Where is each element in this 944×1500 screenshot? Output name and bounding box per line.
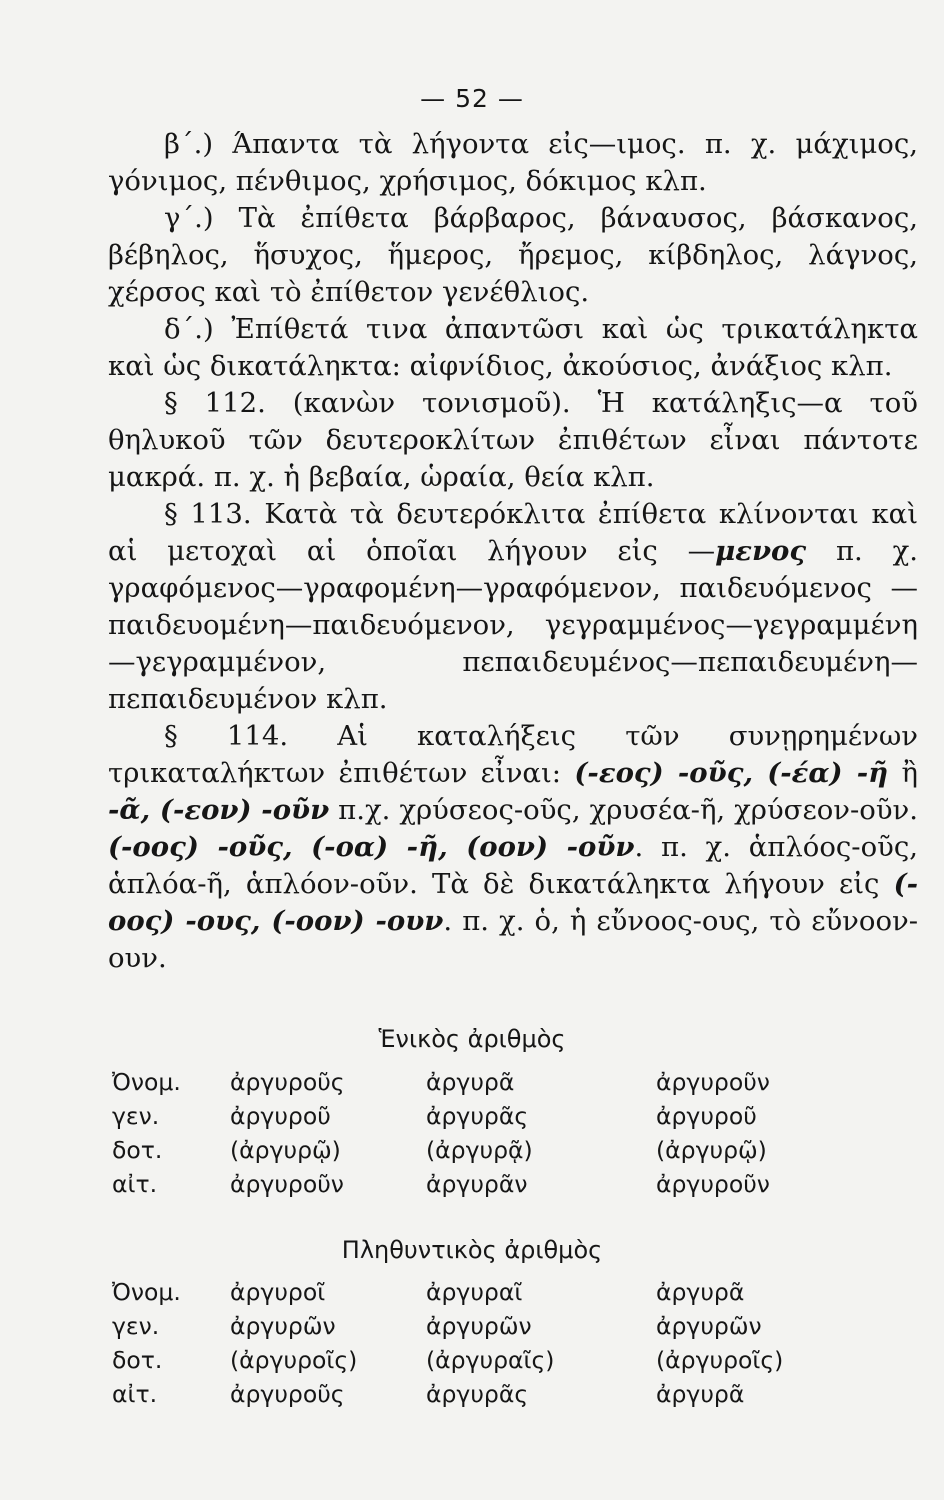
case-label: γεν. [112, 1102, 160, 1130]
case-label: γεν. [112, 1312, 160, 1340]
table-row [112, 1170, 816, 1204]
table-cell: ἀργυρῶν [656, 1312, 762, 1340]
inflection-ending: (-οος) -οῦς, (-οα) -ῆ, (οον) -οῦν [108, 831, 635, 863]
singular-declension-table [112, 1068, 816, 1204]
table-cell: ἀργυρᾶ [656, 1380, 745, 1408]
page-number: — 52 — [420, 84, 524, 113]
table-cell: ἀργυροῦς [230, 1380, 345, 1408]
case-label: αἰτ. [112, 1380, 158, 1408]
body-text [108, 126, 918, 977]
case-label: Ὀνομ. [112, 1278, 181, 1306]
table-row [112, 1278, 816, 1312]
table-row [112, 1136, 816, 1170]
paragraph-text: § 112. (κανὼν τονισμοῦ). Ἡ κατάληξις—α τοῦ θηλυκοῦ τῶν δευτεροκλίτων ἐπιθέτων εἶναι πάντοτε μακρά. π. χ. ἡ βεβαία, ὡραία, θεία κλπ. [108, 387, 918, 493]
plural-declension-table [112, 1278, 816, 1414]
table-cell: ἀργυροῖ [230, 1278, 326, 1306]
plural-heading: Πληθυντικὸς ἀριθμὸς [341, 1236, 603, 1264]
case-label: δοτ. [112, 1136, 163, 1164]
paragraph-text: § 114. Αἱ καταλήξεις τῶν συνῃρημένων τρικαταλήκτων ἐπιθέτων εἶναι: [108, 720, 918, 789]
paragraph-text: δ΄.) Ἐπίθετά τινα ἀπαντῶσι καὶ ὡς τρικατάληκτα καὶ ὡς δικατάληκτα: αἰφνίδιος, ἀκούσιος, ἀνάξιος κλπ. [108, 313, 918, 382]
inflection-ending: (-εος) -οῦς, (-έα) -ῆ [574, 757, 889, 789]
table-cell: ἀργυρᾶς [426, 1102, 529, 1130]
paragraph-beta [108, 126, 918, 200]
table-cell: ἀργυροῦν [656, 1068, 770, 1096]
table-cell: (ἀργυρῷ) [656, 1136, 767, 1164]
table-cell: ἀργυραῖ [426, 1278, 523, 1306]
table-cell: ἀργυρᾶν [426, 1170, 528, 1198]
singular-heading: Ἑνικὸς ἀριθμὸς [378, 1025, 566, 1053]
table-cell: ἀργυρᾶς [426, 1380, 529, 1408]
table-cell: ἀργυροῦς [230, 1068, 345, 1096]
paragraph-text: § 113. Κατὰ τὰ δευτερόκλιτα ἐπίθετα κλίνονται καὶ αἱ μετοχαὶ αἱ ὁποῖαι λήγουν εἰς — [108, 498, 918, 567]
table-cell: ἀργυρῶν [426, 1312, 532, 1340]
table-cell: ἀργυρῶν [230, 1312, 336, 1340]
table-row [112, 1380, 816, 1414]
paragraph-text: γ΄.) Τὰ ἐπίθετα βάρβαρος, βάναυσος, βάσκανος, βέβηλος, ἥσυχος, ἥμερος, ἤρεμος, κίβδηλος, λάγνος, χέρσος καὶ τὸ ἐπίθετον γενέθλιος. [108, 202, 918, 308]
table-cell: ἀργυρᾶ [426, 1068, 515, 1096]
table-row [112, 1312, 816, 1346]
table-cell: ἀργυροῦ [656, 1102, 757, 1130]
table-cell: (ἀργυρᾷ) [426, 1136, 533, 1164]
table-row [112, 1068, 816, 1102]
inflection-ending: -ᾶ, (-εον) -οῦν [108, 794, 330, 826]
table-cell: ἀργυροῦν [230, 1170, 344, 1198]
paragraph-s113 [108, 496, 918, 718]
table-row [112, 1346, 816, 1380]
paragraph-text: π.χ. χρύσεος-οῦς, χρυσέα-ῆ, χρύσεον-οῦν. [329, 794, 918, 826]
case-label: δοτ. [112, 1346, 163, 1374]
table-cell: (ἀργυρῷ) [230, 1136, 341, 1164]
paragraph-text: β΄.) Άπαντα τὰ λήγοντα εἰς—ιμος. π. χ. μάχιμος, γόνιμος, πένθιμος, χρήσιμος, δόκιμος κλπ. [108, 128, 918, 197]
paragraph-text: ἢ [888, 757, 919, 789]
inflection-ending: μενος [715, 535, 807, 567]
paragraph-gamma [108, 200, 918, 311]
paragraph-text: . π. χ. ἁπλόος-οῦς, ἁπλόα-ῆ, ἁπλόον-οῦν. Τὰ δὲ δικατάληκτα λήγουν εἰς [108, 831, 918, 900]
table-cell: (ἀργυροῖς) [230, 1346, 358, 1374]
paragraph-text: π. χ. γραφόμενος—γραφομένη—γραφόμενον, παιδευόμενος — παιδευομένη—παιδευόμενον, γεγραμμένος—γεγραμμένη—γεγραμμένον, πεπαιδευμένος—πεπαιδευμένη—πεπαιδευμένον κλπ. [108, 535, 918, 715]
table-row [112, 1102, 816, 1136]
table-cell: (ἀργυροῖς) [656, 1346, 784, 1374]
paragraph-delta [108, 311, 918, 385]
paragraph-text: . π. χ. ὁ, ἡ εὔνοος-ους, τὸ εὔνοον-ουν. [108, 905, 919, 974]
paragraph-s112 [108, 385, 918, 496]
table-cell: ἀργυροῦ [230, 1102, 331, 1130]
case-label: αἰτ. [112, 1170, 158, 1198]
paragraph-s114 [108, 718, 918, 977]
case-label: Ὀνομ. [112, 1068, 181, 1096]
table-cell: (ἀργυραῖς) [426, 1346, 555, 1374]
inflection-ending: (-οος) -ους, (-οον) -ουν [108, 868, 918, 937]
table-cell: ἀργυροῦν [656, 1170, 770, 1198]
table-cell: ἀργυρᾶ [656, 1278, 745, 1306]
